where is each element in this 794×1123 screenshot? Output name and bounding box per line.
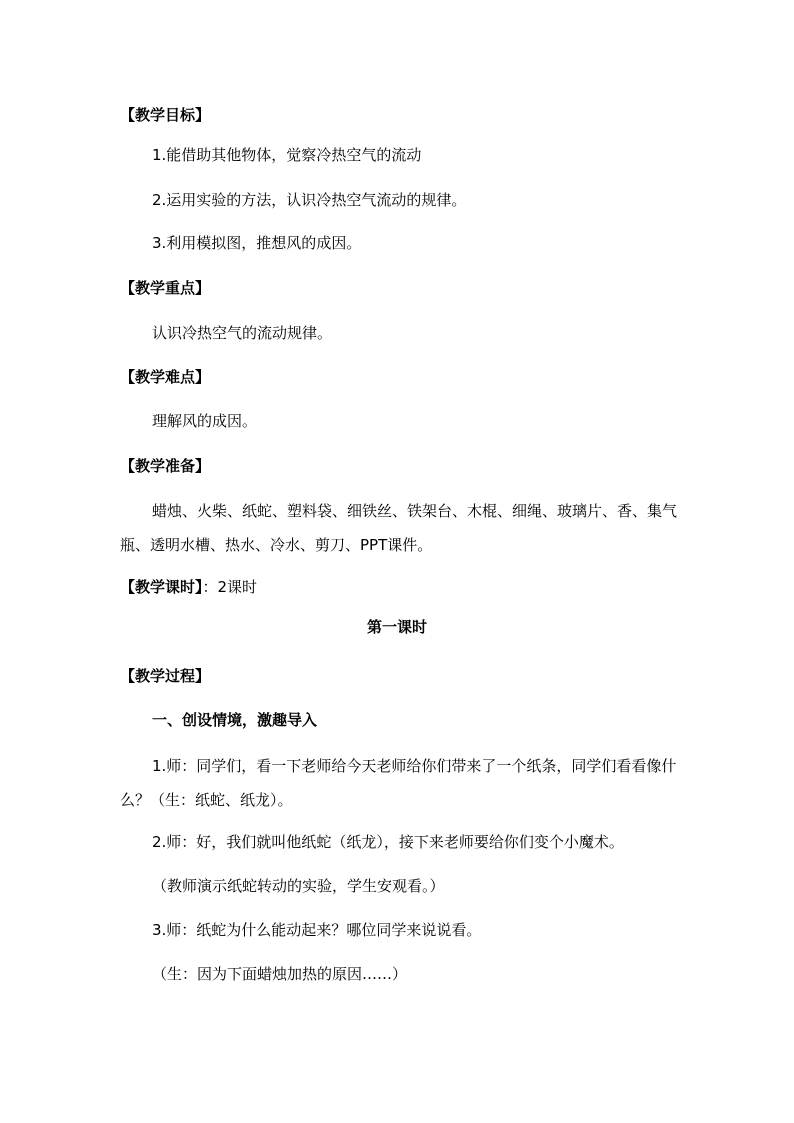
note-1: （教师演示纸蛇转动的实验，学生安观看。） (152, 877, 445, 895)
key-points-text: 认识冷热空气的流动规律。 (152, 324, 333, 342)
preparation-text: 蜡烛、火柴、纸蛇、塑料袋、细铁丝、铁架台、木棍、细绳、玻璃片、香、集气瓶、透明水槽、热水、冷水、剪刀、PPT课件。 (120, 502, 678, 554)
step-2: 2.师：好，我们就叫他纸蛇（纸龙），接下来老师要给你们变个小魔术。 (152, 833, 624, 851)
hours-line (120, 577, 257, 597)
section-1-title: 一、创设情境，激趣导入 (152, 711, 318, 729)
hours-text: ：2课时 (202, 578, 258, 596)
objective-2: 2.运用实验的方法，认识冷热空气流动的规律。 (152, 191, 467, 209)
lesson-title: 第一课时 (366, 618, 427, 636)
key-points-heading: 【教学重点】 (120, 279, 211, 297)
process-heading: 【教学过程】 (120, 667, 211, 685)
step-1: 1.师：同学们，看一下老师给今天老师给你们带来了一个纸条，同学们看看像什么？（生：纸蛇、纸龙）。 (120, 757, 677, 809)
objectives-heading: 【教学目标】 (120, 106, 211, 124)
difficulty-heading: 【教学难点】 (120, 368, 211, 386)
difficulty-text: 理解风的成因。 (152, 412, 258, 430)
hours-heading: 【教学课时】 (120, 578, 203, 596)
objective-1: 1.能借助其他物体，觉察冷热空气的流动 (152, 146, 422, 164)
step-3: 3.师：纸蛇为什么能动起来？哪位同学来说说看。 (152, 921, 482, 939)
note-2: （生：因为下面蜡烛加热的原因……） (152, 965, 408, 983)
objective-3: 3.利用模拟图，推想风的成因。 (152, 234, 362, 252)
preparation-heading: 【教学准备】 (120, 457, 211, 475)
